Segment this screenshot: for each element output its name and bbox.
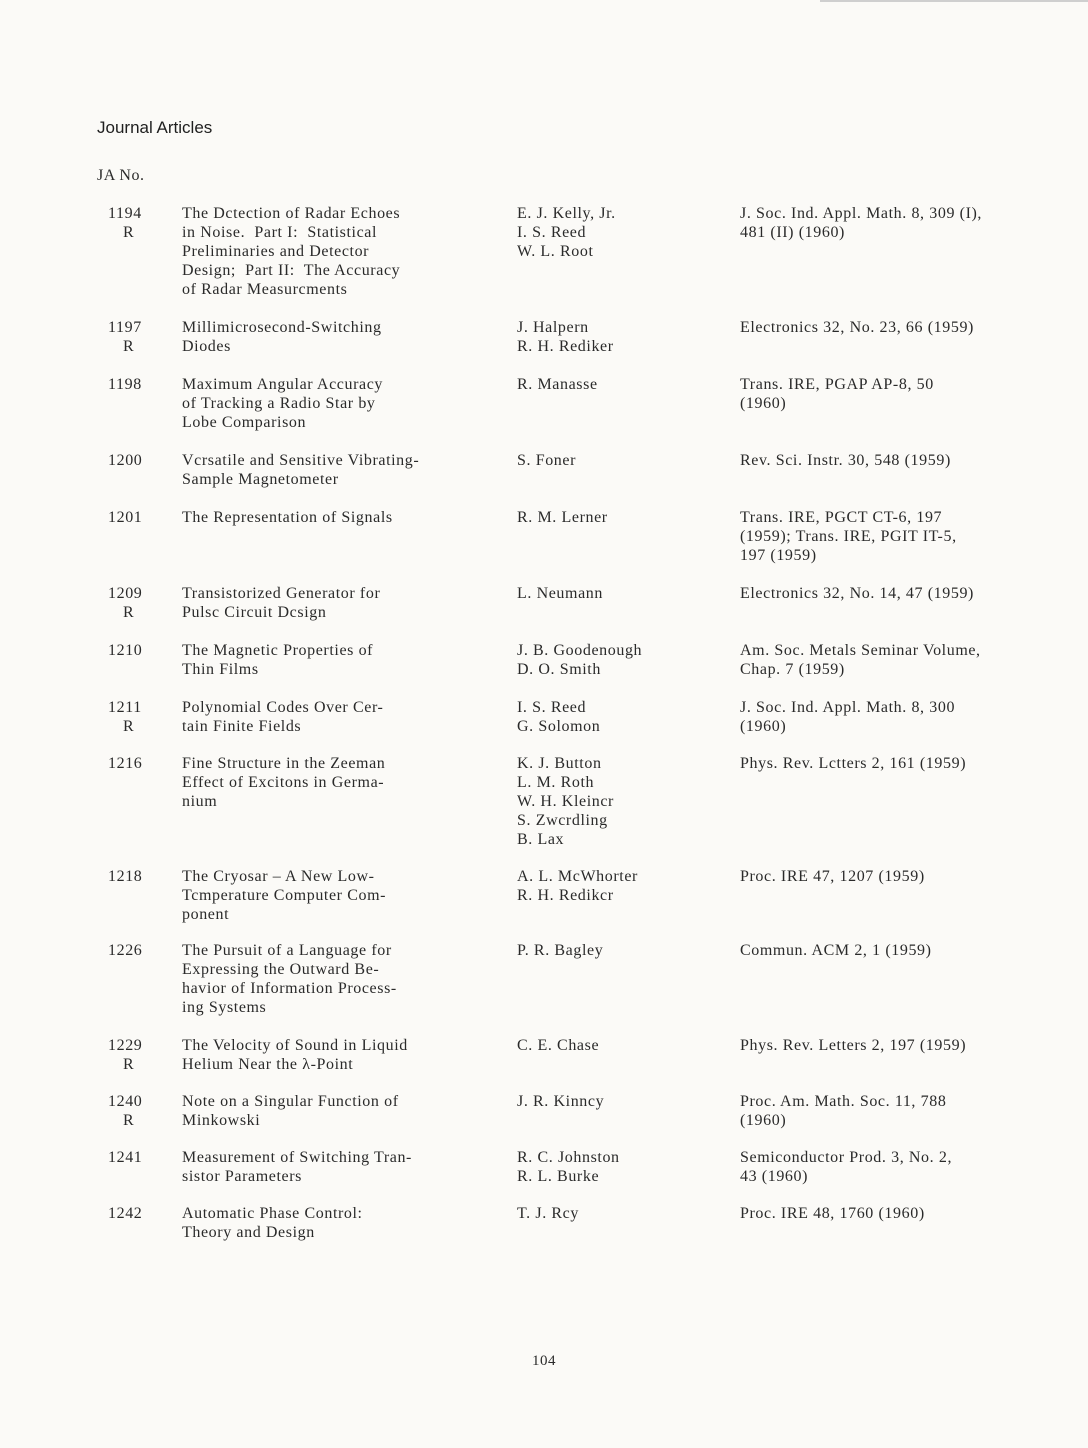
- title-line: ing Systems: [182, 999, 267, 1016]
- article-title: [182, 508, 512, 527]
- article-reference: [740, 1092, 1070, 1130]
- title-line: of Tracking a Radio Star by: [182, 395, 376, 412]
- article-title: [182, 698, 512, 736]
- author-name: D. O. Smith: [517, 661, 601, 678]
- title-line: The Representation of Signals: [182, 509, 393, 526]
- article-title: [182, 1148, 512, 1186]
- title-line: tain Finite Fields: [182, 718, 302, 735]
- title-line: havior of Information Process-: [182, 980, 397, 997]
- ja-number: [108, 375, 158, 394]
- article-title: [182, 1036, 512, 1074]
- ja-number-value: 1240: [108, 1093, 143, 1110]
- author-name: W. L. Root: [517, 243, 594, 260]
- reference-line: Proc. IRE 48, 1760 (1960): [740, 1205, 925, 1222]
- article-authors: [517, 1204, 732, 1223]
- ja-number-value: 1229: [108, 1037, 143, 1054]
- title-line: Measurement of Switching Tran-: [182, 1149, 412, 1166]
- article-title: [182, 451, 512, 489]
- article-reference: [740, 318, 1070, 337]
- title-line: Millimicrosecond-Switching: [182, 319, 382, 336]
- article-title: [182, 584, 512, 622]
- title-line: Fine Structure in the Zeeman: [182, 755, 386, 772]
- title-line: Tcmperature Computer Com-: [182, 887, 387, 904]
- ja-number: [108, 318, 158, 356]
- reference-line: (1959); Trans. IRE, PGIT IT-5,: [740, 528, 957, 545]
- article-authors: [517, 1092, 732, 1111]
- column-header-ja-no: JA No.: [97, 167, 145, 184]
- author-name: J. R. Kinncy: [517, 1093, 605, 1110]
- article-authors: [517, 1148, 732, 1186]
- ja-number-value: 1242: [108, 1205, 143, 1222]
- title-line: Preliminaries and Detector: [182, 243, 370, 260]
- author-name: I. S. Reed: [517, 699, 587, 716]
- author-name: L. M. Roth: [517, 774, 595, 791]
- ja-number-value: 1210: [108, 642, 143, 659]
- article-reference: [740, 641, 1070, 679]
- article-reference: [740, 754, 1070, 773]
- reference-line: (1960): [740, 718, 787, 735]
- article-reference: [740, 698, 1070, 736]
- title-line: Design; Part II: The Accuracy: [182, 262, 401, 279]
- article-authors: [517, 1036, 732, 1055]
- reference-line: Electronics 32, No. 14, 47 (1959): [740, 585, 974, 602]
- title-line: Sample Magnetometer: [182, 471, 339, 488]
- ja-number-value: 1218: [108, 868, 143, 885]
- author-name: J. B. Goodenough: [517, 642, 643, 659]
- reference-line: Chap. 7 (1959): [740, 661, 845, 678]
- ja-report-flag: R: [123, 224, 135, 241]
- author-name: R. L. Burke: [517, 1168, 600, 1185]
- top-edge-rule: [820, 0, 1088, 2]
- article-reference: [740, 867, 1070, 886]
- reference-line: 197 (1959): [740, 547, 817, 564]
- ja-number-value: 1200: [108, 452, 143, 469]
- title-line: Automatic Phase Control:: [182, 1205, 363, 1222]
- author-name: R. H. Rediker: [517, 338, 614, 355]
- reference-line: Commun. ACM 2, 1 (1959): [740, 942, 932, 959]
- title-line: Expressing the Outward Be-: [182, 961, 380, 978]
- reference-line: Trans. IRE, PGAP AP-8, 50: [740, 376, 934, 393]
- ja-report-flag: R: [123, 338, 135, 355]
- title-line: The Pursuit of a Language for: [182, 942, 392, 959]
- reference-line: 43 (1960): [740, 1168, 809, 1185]
- ja-number: [108, 867, 158, 886]
- title-line: Effect of Excitons in Germa-: [182, 774, 385, 791]
- article-reference: [740, 584, 1070, 603]
- ja-number-value: 1201: [108, 509, 143, 526]
- reference-line: Electronics 32, No. 23, 66 (1959): [740, 319, 974, 336]
- title-line: Theory and Design: [182, 1224, 315, 1241]
- section-title: Journal Articles: [97, 118, 213, 137]
- author-name: T. J. Rcy: [517, 1205, 579, 1222]
- title-line: The Dctection of Radar Echoes: [182, 205, 401, 222]
- author-name: L. Neumann: [517, 585, 603, 602]
- ja-number: [108, 584, 158, 622]
- ja-number: [108, 941, 158, 960]
- ja-report-flag: R: [123, 718, 135, 735]
- title-line: nium: [182, 793, 218, 810]
- author-name: R. H. Redikcr: [517, 887, 614, 904]
- article-authors: [517, 641, 732, 679]
- title-line: Pulsc Circuit Dcsign: [182, 604, 327, 621]
- author-name: W. H. Kleincr: [517, 793, 614, 810]
- ja-number-value: 1226: [108, 942, 143, 959]
- ja-number: [108, 1036, 158, 1074]
- title-line: Vcrsatile and Sensitive Vibrating-: [182, 452, 420, 469]
- article-title: [182, 204, 512, 299]
- reference-line: Proc. Am. Math. Soc. 11, 788: [740, 1093, 947, 1110]
- article-authors: [517, 754, 732, 849]
- title-line: sistor Parameters: [182, 1168, 302, 1185]
- article-authors: [517, 941, 732, 960]
- article-reference: [740, 451, 1070, 470]
- article-reference: [740, 375, 1070, 413]
- author-name: J. Halpern: [517, 319, 589, 336]
- ja-number: [108, 1148, 158, 1167]
- ja-number-value: 1194: [108, 205, 142, 222]
- reference-line: J. Soc. Ind. Appl. Math. 8, 309 (I),: [740, 205, 983, 222]
- ja-number-value: 1209: [108, 585, 143, 602]
- article-reference: [740, 941, 1070, 960]
- ja-number-value: 1211: [108, 699, 142, 716]
- reference-line: Phys. Rev. Letters 2, 197 (1959): [740, 1037, 967, 1054]
- title-line: The Velocity of Sound in Liquid: [182, 1037, 408, 1054]
- article-authors: [517, 584, 732, 603]
- title-line: Note on a Singular Function of: [182, 1093, 399, 1110]
- ja-number: [108, 698, 158, 736]
- article-title: [182, 1092, 512, 1130]
- reference-line: Phys. Rev. Lctters 2, 161 (1959): [740, 755, 967, 772]
- article-title: [182, 318, 512, 356]
- article-authors: [517, 698, 732, 736]
- article-authors: [517, 508, 732, 527]
- article-reference: [740, 1036, 1070, 1055]
- article-title: [182, 375, 512, 432]
- reference-line: Proc. IRE 47, 1207 (1959): [740, 868, 925, 885]
- article-authors: [517, 451, 732, 470]
- author-name: E. J. Kelly, Jr.: [517, 205, 616, 222]
- article-authors: [517, 867, 732, 905]
- title-line: Maximum Angular Accuracy: [182, 376, 384, 393]
- author-name: C. E. Chase: [517, 1037, 600, 1054]
- author-name: G. Solomon: [517, 718, 601, 735]
- author-name: R. M. Lerner: [517, 509, 608, 526]
- article-reference: [740, 1148, 1070, 1186]
- title-line: Thin Films: [182, 661, 259, 678]
- title-line: ponent: [182, 906, 230, 923]
- article-title: [182, 754, 512, 811]
- ja-number: [108, 1092, 158, 1130]
- author-name: P. R. Bagley: [517, 942, 604, 959]
- article-title: [182, 641, 512, 679]
- title-line: Transistorized Generator for: [182, 585, 381, 602]
- title-line: Minkowski: [182, 1112, 261, 1129]
- title-line: Diodes: [182, 338, 231, 355]
- ja-report-flag: R: [123, 1112, 135, 1129]
- reference-line: Trans. IRE, PGCT CT-6, 197: [740, 509, 943, 526]
- title-line: of Radar Measurcments: [182, 281, 348, 298]
- article-reference: [740, 508, 1070, 565]
- article-authors: [517, 375, 732, 394]
- ja-number-value: 1197: [108, 319, 142, 336]
- article-title: [182, 1204, 512, 1242]
- author-name: S. Zwcrdling: [517, 812, 608, 829]
- page-number: 104: [532, 1353, 556, 1369]
- author-name: A. L. McWhorter: [517, 868, 638, 885]
- ja-number: [108, 204, 158, 242]
- article-reference: [740, 1204, 1070, 1223]
- title-line: Polynomial Codes Over Cer-: [182, 699, 384, 716]
- title-line: in Noise. Part I: Statistical: [182, 224, 378, 241]
- author-name: R. C. Johnston: [517, 1149, 620, 1166]
- ja-number-value: 1216: [108, 755, 143, 772]
- title-line: The Cryosar – A New Low-: [182, 868, 375, 885]
- reference-line: J. Soc. Ind. Appl. Math. 8, 300: [740, 699, 956, 716]
- reference-line: Semiconductor Prod. 3, No. 2,: [740, 1149, 953, 1166]
- ja-report-flag: R: [123, 604, 135, 621]
- author-name: B. Lax: [517, 831, 565, 848]
- article-authors: [517, 318, 732, 356]
- reference-line: (1960): [740, 395, 787, 412]
- author-name: S. Foner: [517, 452, 577, 469]
- title-line: Lobe Comparison: [182, 414, 307, 431]
- title-line: The Magnetic Properties of: [182, 642, 374, 659]
- ja-report-flag: R: [123, 1056, 135, 1073]
- reference-line: 481 (II) (1960): [740, 224, 845, 241]
- ja-number: [108, 641, 158, 660]
- reference-line: Rev. Sci. Instr. 30, 548 (1959): [740, 452, 951, 469]
- ja-number-value: 1198: [108, 376, 142, 393]
- article-authors: [517, 204, 732, 261]
- ja-number: [108, 1204, 158, 1223]
- reference-line: Am. Soc. Metals Seminar Volume,: [740, 642, 981, 659]
- article-title: [182, 867, 512, 924]
- title-line: Helium Near the λ-Point: [182, 1056, 354, 1073]
- author-name: I. S. Reed: [517, 224, 587, 241]
- ja-number: [108, 451, 158, 470]
- ja-number-value: 1241: [108, 1149, 143, 1166]
- ja-number: [108, 508, 158, 527]
- author-name: R. Manasse: [517, 376, 598, 393]
- reference-line: (1960): [740, 1112, 787, 1129]
- article-title: [182, 941, 512, 1017]
- ja-number: [108, 754, 158, 773]
- author-name: K. J. Button: [517, 755, 602, 772]
- article-reference: [740, 204, 1070, 242]
